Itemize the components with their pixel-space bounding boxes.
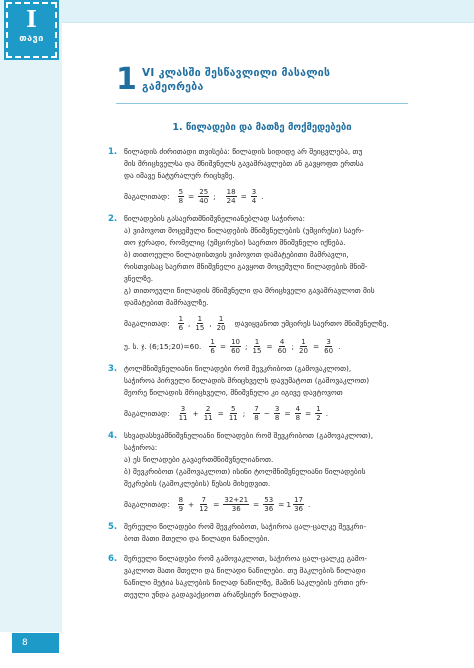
item-number: 1. — [108, 147, 118, 157]
minus-sign: − — [263, 408, 270, 418]
denominator: 8 — [274, 414, 280, 422]
fraction — [315, 405, 321, 422]
text-line: მის მრიცხველსა და მნიშვნელს გავამრავლებთ ან გავყოფთ ერთსა — [124, 159, 364, 168]
text-line: შერეული წილადები რომ შევკრიბოთ, საჭიროა ცალ-ცალკე შევკრი- — [124, 522, 366, 531]
rule-item-2 — [108, 213, 412, 355]
text-line: თეული უნდა გადავაქციოთ არაწესიერ წილადად. — [124, 590, 301, 599]
rule-item-6 — [108, 553, 412, 601]
example-row — [124, 315, 412, 332]
denominator: 36 — [294, 505, 303, 513]
text-line: შერეული წილადები რომ გამოვაკლოთ, საჭიროა ცალ-ცალკე გამო- — [124, 554, 368, 563]
text-line: წილადების გასაერთმნიშვნელიანებლად საჭიროა: — [124, 214, 306, 223]
equals-sign: = — [213, 499, 220, 509]
equals-sign: = — [217, 408, 224, 418]
example-label: მაგალითად: — [124, 499, 170, 509]
fraction — [251, 188, 257, 205]
fraction — [178, 496, 184, 513]
fraction — [198, 188, 209, 205]
fraction — [228, 405, 239, 422]
fraction — [198, 496, 209, 513]
text-line: მეორე წილადის მრიცხველი, მნიშვნელი კი იგივე დავტოვოთ — [124, 388, 343, 397]
fraction — [253, 405, 259, 422]
numerator: 4 — [295, 405, 301, 413]
separator: ; — [244, 341, 248, 351]
equals-sign: = — [266, 341, 273, 351]
header-divider — [116, 103, 408, 104]
denominator: 8 — [254, 414, 259, 422]
item-number: 6. — [108, 554, 118, 564]
example-label: მაგალითად: — [124, 408, 170, 418]
denominator: 9 — [178, 505, 184, 513]
equals-sign: = — [188, 191, 195, 201]
denominator: 15 — [195, 324, 205, 332]
equals-sign: = — [278, 499, 285, 509]
equals-sign: = — [284, 408, 291, 418]
denominator: 6 — [210, 347, 215, 355]
fraction — [223, 496, 249, 513]
item-number: 4. — [108, 431, 118, 441]
numerator: 25 — [199, 188, 209, 196]
example-label: მაგალითად: — [124, 191, 170, 201]
fraction — [209, 338, 215, 355]
denominator: 8 — [178, 197, 184, 205]
fraction — [226, 188, 237, 205]
example-row — [124, 338, 412, 355]
denominator: 40 — [199, 197, 209, 205]
text-line: საჭიროა: — [124, 443, 158, 452]
period: . — [308, 499, 311, 509]
denominator: 24 — [226, 197, 236, 205]
text-line: ბ) შევკრიბოთ (გამოვაკლოთ) ისინი ტოლმნიშვნელიანი წილადების — [124, 467, 366, 476]
denominator: 36 — [231, 505, 241, 513]
text-line: ნაწილი მეტია საკლების წილად ნაწილზე, მაშინ საკლების ერთი ერ- — [124, 578, 368, 587]
text-line: ა) ვიპოვოთ მოცემული წილადების მნიშვნელების (უმცირესი) საერ- — [124, 226, 364, 235]
section-number: 1 — [116, 62, 137, 97]
numerator: 53 — [264, 496, 274, 504]
example-label: მაგალითად: — [124, 318, 170, 328]
numerator: 3 — [180, 405, 186, 413]
page-number: 8 — [12, 633, 59, 653]
fraction — [323, 338, 334, 355]
fraction — [203, 405, 214, 422]
period: . — [325, 408, 329, 418]
fraction — [178, 405, 189, 422]
numerator: 1 — [210, 338, 215, 346]
fraction — [251, 338, 262, 355]
chapter-word: თავი — [19, 34, 44, 44]
item-number: 2. — [108, 214, 118, 224]
text-line: წილადის ძირითადი თვისება: წილადის სიდიდე არ შეიცვლება, თუ — [124, 147, 363, 156]
equals-sign: = — [240, 191, 247, 201]
lcm-text: უ. ს. ჯ. (6;15;20)=60. — [124, 341, 202, 351]
denominator: 60 — [277, 347, 287, 355]
separator: ; — [213, 191, 216, 201]
numerator: 5 — [178, 188, 184, 196]
rule-item-1 — [108, 146, 412, 205]
period: . — [261, 191, 264, 201]
example-row — [124, 188, 412, 205]
numerator: 3 — [274, 405, 280, 413]
numerator: 4 — [279, 338, 285, 346]
denominator: 11 — [203, 414, 213, 422]
text-line: ტოლმნიშვნელიანი წილადები რომ შევკრიბოთ (გამოვაკლოთ), — [124, 364, 352, 373]
text-line: შეკრების (გამოკლების) წესის მიხედვით. — [124, 479, 271, 488]
section-title — [142, 66, 422, 94]
denominator: 11 — [178, 414, 188, 422]
numerator: 17 — [294, 496, 303, 504]
denominator: 12 — [199, 505, 209, 513]
equals-sign: = — [305, 408, 312, 418]
equals-sign: = — [312, 341, 320, 351]
denominator: 4 — [251, 197, 257, 205]
left-margin-band — [0, 22, 62, 632]
fraction — [263, 496, 274, 513]
text-line: ა) ეს წილადები გავაერთმნიშვნელიანოთ. — [124, 455, 274, 464]
numerator: 8 — [178, 496, 184, 504]
numerator: 3 — [326, 338, 331, 346]
numerator: 3 — [251, 188, 257, 196]
text-line: და იმავე ნატურალურ რიცხვზე. — [124, 171, 235, 180]
period: . — [338, 341, 341, 351]
equals-sign: = — [219, 341, 227, 351]
top-band — [0, 0, 474, 23]
item-number: 3. — [108, 364, 118, 374]
numerator: 1 — [178, 315, 184, 323]
denominator: 60 — [324, 347, 334, 355]
numerator: 7 — [201, 496, 206, 504]
text-line: გ) თითოეული წილადის მნიშვნელი და მრიცხველი გავამრავლოთ მის — [124, 286, 375, 295]
numerator: 32+21 — [224, 496, 249, 504]
text-line: რისთვისაც საერთო მნიშვნელი გავყოთ მოცემული წილადების მნიშ- — [124, 262, 368, 271]
section-title-line1: VI კლასში შესწავლილი მასალის — [142, 67, 331, 79]
fraction — [216, 315, 227, 332]
rule-item-3 — [108, 363, 412, 422]
text-line: ბოთ მათი მთელი და წილადი ნაწილები. — [124, 534, 270, 543]
text-line: დამატებით მამრავლზე. — [124, 298, 209, 307]
denominator: 60 — [231, 347, 240, 355]
separator: ; — [291, 341, 295, 351]
example-tail: დავიყვანოთ უმცირეს საერთო მნიშვნელზე. — [234, 318, 389, 328]
denominator: 6 — [178, 324, 184, 332]
denominator: 15 — [252, 347, 262, 355]
chapter-tab — [6, 2, 57, 58]
chapter-number: I — [26, 6, 37, 33]
separator: ; — [242, 408, 246, 418]
plus-sign: + — [192, 408, 199, 418]
comma: , — [209, 318, 212, 328]
fraction — [274, 405, 280, 422]
fraction — [298, 338, 309, 355]
section-title-line2: გამეორება — [142, 81, 204, 93]
denominator: 2 — [316, 414, 321, 422]
numerator: 2 — [205, 405, 211, 413]
plus-sign: + — [188, 499, 195, 509]
numerator: 1 — [218, 315, 224, 323]
equals-sign: = — [253, 499, 260, 509]
denominator: 11 — [228, 414, 238, 422]
fraction — [178, 315, 184, 332]
content — [108, 146, 412, 609]
numerator: 1 — [316, 405, 321, 413]
numerator: 10 — [231, 338, 240, 346]
fraction — [178, 188, 184, 205]
denominator: 36 — [264, 505, 274, 513]
numerator: 18 — [226, 188, 236, 196]
numerator: 1 — [254, 338, 260, 346]
subtitle: 1. წილადები და მათზე მოქმედებები — [172, 122, 352, 133]
fraction — [277, 338, 288, 355]
numerator: 1 — [301, 338, 306, 346]
denominator: 20 — [216, 324, 226, 332]
comma: , — [188, 318, 191, 328]
example-row — [124, 496, 412, 513]
denominator: 20 — [299, 347, 308, 355]
text-line: ვაკლოთ მათი მთელი და წილადი ნაწილები. თუ მაკლების წილადი — [124, 566, 366, 575]
fraction — [194, 315, 205, 332]
text-line: სხვადასხვამნიშვნელიანი წილადები რომ შევკრიბოთ (გამოვაკლოთ), — [124, 431, 374, 440]
whole-part: 1 — [286, 499, 292, 509]
rule-item-4 — [108, 430, 412, 513]
example-row — [124, 405, 412, 422]
numerator: 7 — [254, 405, 259, 413]
text-line: თო ჯერადი, რომელიც (უმცირესი) საერთო მნიშვნელი იქნება. — [124, 238, 346, 247]
fraction — [230, 338, 241, 355]
text-line: საჭიროა პირველი წილადის მრიცხველს დავუმატოთ (გამოვაკლოთ) — [124, 376, 370, 385]
text-line: ბ) თითოეული წილადისთვის ვიპოვოთ დამატებითი მამრავლი, — [124, 250, 349, 259]
fraction — [295, 405, 301, 422]
item-number: 5. — [108, 522, 118, 532]
numerator: 1 — [197, 315, 203, 323]
fraction — [293, 496, 304, 513]
denominator: 8 — [295, 414, 301, 422]
numerator: 5 — [231, 405, 236, 413]
rule-item-5 — [108, 521, 412, 545]
text-line: ვნელზე. — [124, 274, 154, 283]
